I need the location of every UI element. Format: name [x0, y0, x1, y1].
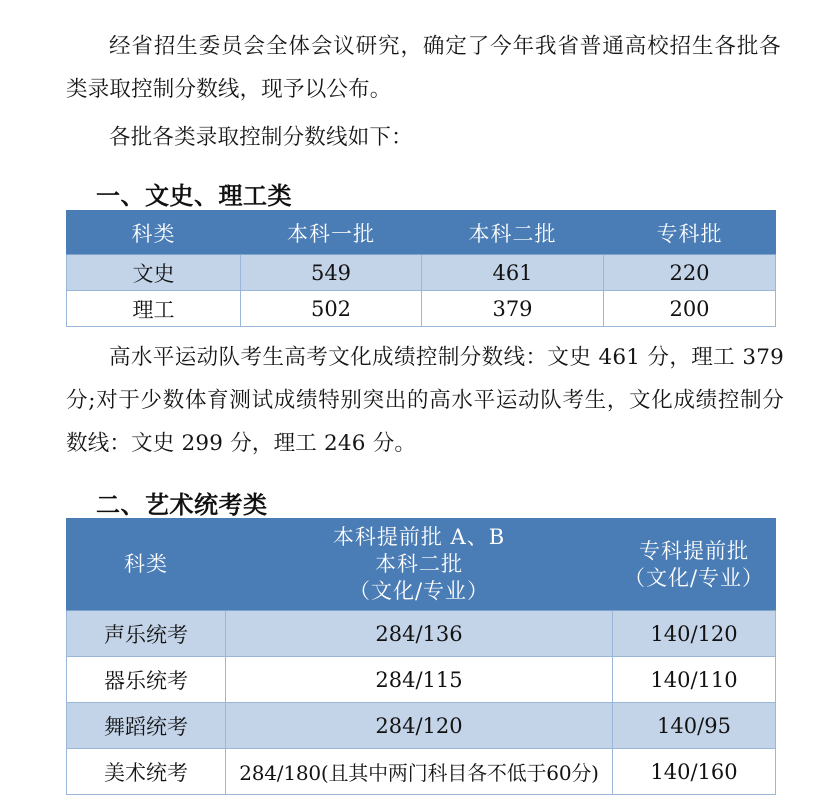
- col-header-junior-college-early-batch: [613, 519, 776, 611]
- table-header-row: [67, 211, 776, 255]
- cell-value: 549: [241, 255, 422, 291]
- row-label: 器乐统考: [67, 657, 226, 703]
- table-one-body: [67, 255, 776, 327]
- score-table-art-exam: [66, 518, 776, 795]
- cell-value: 284/180(且其中两门科目各不低于60分): [226, 749, 613, 795]
- header-line: （文化/专业）: [623, 565, 765, 590]
- lead-in-paragraph: 各批各类录取控制分数线如下：: [109, 125, 413, 150]
- row-label: 美术统考: [67, 749, 226, 795]
- row-label: 文史: [67, 255, 241, 291]
- table-row: [67, 611, 776, 657]
- col-header-undergrad-early-batch: [226, 519, 613, 611]
- table-row: [67, 749, 776, 795]
- header-line: 专科提前批: [639, 538, 749, 563]
- col-header-category: [67, 519, 226, 611]
- score-table-liberal-science: [66, 210, 776, 327]
- intro-paragraph: 经省招生委员会全体会议研究，确定了今年我省普通高校招生各批各类录取控制分数线，现予以公布。: [66, 34, 781, 102]
- table-two-body: [67, 611, 776, 795]
- table-row: [67, 291, 776, 327]
- table-two-header: [67, 519, 776, 611]
- cell-value: 140/120: [613, 611, 776, 657]
- table-header-row: [67, 519, 776, 611]
- col-header-category: 科类: [67, 211, 241, 255]
- section-heading-1: 一、文史、理工类: [96, 182, 292, 210]
- header-line: 科类: [124, 552, 168, 576]
- cell-value: 140/160: [613, 749, 776, 795]
- table-row: [67, 657, 776, 703]
- col-header-undergrad-batch-2: 本科二批: [422, 211, 604, 255]
- cell-value: 379: [422, 291, 604, 327]
- cell-value: 284/120: [226, 703, 613, 749]
- row-label: 声乐统考: [67, 611, 226, 657]
- athlete-note-paragraph: 高水平运动队考生高考文化成绩控制分数线：文史 461 分，理工 379 分;对于少数体育测试成绩特别突出的高水平运动队考生，文化成绩控制分数线：文史 299 分，理工 246 分。: [66, 345, 784, 456]
- cell-value: 140/110: [613, 657, 776, 703]
- header-line: 本科二批: [375, 552, 463, 576]
- cell-value: 461: [422, 255, 604, 291]
- table-row: [67, 703, 776, 749]
- cell-value: 284/115: [226, 657, 613, 703]
- cell-value: 502: [241, 291, 422, 327]
- row-label: 舞蹈统考: [67, 703, 226, 749]
- header-line: （文化/专业）: [348, 579, 490, 603]
- table-one-header: [67, 211, 776, 255]
- section-heading-2: 二、艺术统考类: [96, 491, 268, 519]
- cell-value: 140/95: [613, 703, 776, 749]
- cell-value: 284/136: [226, 611, 613, 657]
- header-line: 本科提前批 A、B: [332, 525, 506, 549]
- table-row: [67, 255, 776, 291]
- col-header-undergrad-batch-1: 本科一批: [241, 211, 422, 255]
- cell-value: 220: [604, 255, 776, 291]
- row-label: 理工: [67, 291, 241, 327]
- cell-value: 200: [604, 291, 776, 327]
- col-header-junior-college: 专科批: [604, 211, 776, 255]
